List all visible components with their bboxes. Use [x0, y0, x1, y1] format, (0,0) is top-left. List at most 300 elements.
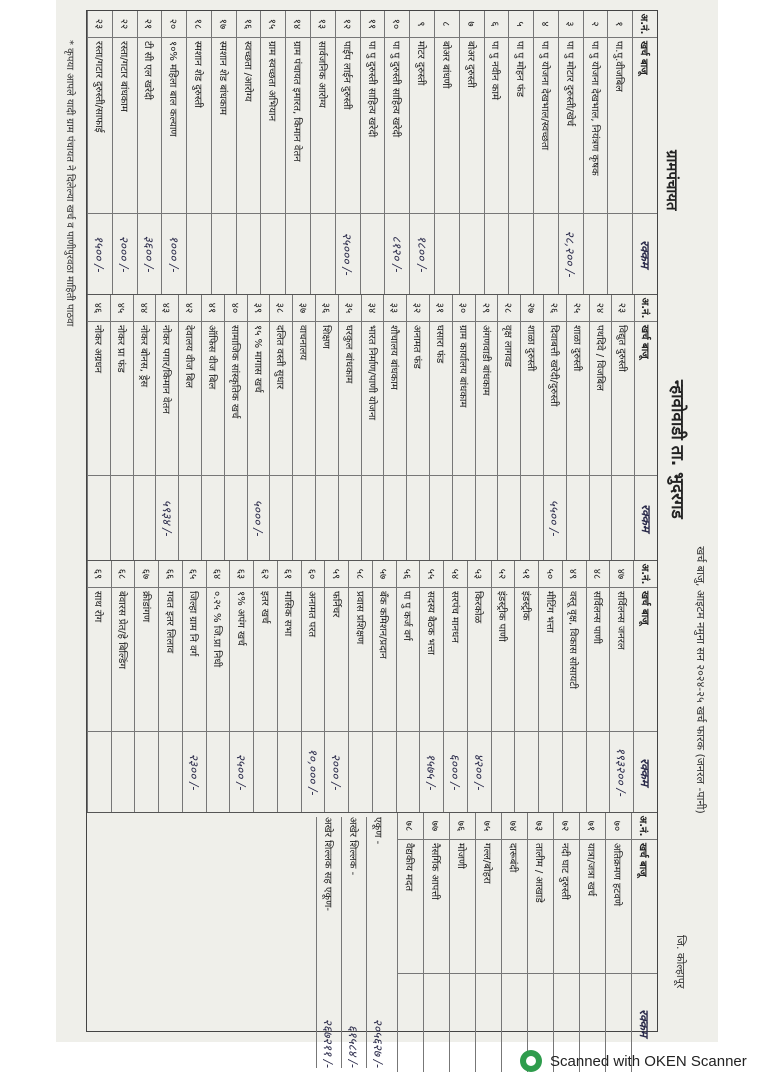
row-name: पा पु दुरुस्ती साहित्य खरेदी [385, 38, 409, 214]
row-name: बँक कमिशन/प्रदान [373, 588, 396, 732]
row-amount: २००० /- [329, 753, 344, 791]
row-name: विद्युत दुरुस्ती [612, 322, 634, 476]
row-name: शाळा दुरुस्ती [521, 322, 543, 476]
row-sn: ७४ [502, 813, 527, 840]
header-sn: अ.नं. [634, 561, 657, 588]
row-amount [612, 476, 634, 560]
footnote: * कृपया आपले यादी ग्राम पंचायत ने दिलेल्या खर्च व पाणीपुरवठा माहिती पाठवा [64, 40, 75, 327]
row-name: ऑफिस वीज बिल [202, 322, 224, 476]
row-name: पा पु योजना देखभाल/स्वच्छता [534, 38, 558, 214]
table-row [611, 295, 634, 560]
row-sn: ७२ [554, 813, 579, 840]
row-amount [349, 732, 372, 812]
row-name: पथदिवे / विजबिल [590, 322, 612, 476]
row-sn: ४ [534, 11, 558, 38]
row-amount [450, 974, 475, 1072]
row-amount [584, 214, 608, 294]
row-amount [136, 732, 159, 812]
row-amount: ६००० /- [448, 753, 463, 791]
row-name: प्रवास प्रशिक्षण [349, 588, 372, 732]
row-name: रस्ता/गटार बांधकाम [113, 38, 137, 214]
table-row [429, 295, 452, 560]
table-row [527, 813, 553, 1072]
row-sn: ७० [606, 813, 631, 840]
row-sn: ३० [453, 295, 475, 322]
row-sn: ७८ [398, 813, 423, 840]
row-name: क्रीडांगण [136, 588, 159, 732]
row-name: शौचालय बांधकाम [384, 322, 406, 476]
row-sn: २८ [498, 295, 520, 322]
row-sn: ५६ [397, 561, 420, 588]
row-amount [361, 214, 385, 294]
table-row [533, 11, 558, 294]
row-amount [254, 732, 277, 812]
row-sn: ४१ [202, 295, 224, 322]
header-top-line: खर्च बाजु, आइटम नमुना सन २०२४-२५ खर्च फारक (जनरल -पानी) [694, 546, 707, 814]
table-row [335, 11, 360, 294]
table-row [87, 561, 111, 812]
row-name: भारत निर्माण/पाणी योजना [362, 322, 384, 476]
row-name: १% अपंग खर्च [231, 588, 254, 732]
table-row [475, 813, 501, 1072]
row-sn: ६६ [159, 561, 182, 588]
summary-total [366, 817, 391, 1068]
row-sn: ५१ [516, 561, 539, 588]
row-sn: ४७ [611, 561, 634, 588]
row-sn: ३७ [293, 295, 315, 322]
group-3 [87, 561, 657, 813]
row-amount [362, 476, 384, 560]
row-amount [207, 732, 230, 812]
row-amount: १५७५ /- [424, 753, 439, 791]
table-row [497, 295, 520, 560]
table-row [558, 11, 583, 294]
row-sn: ४८ [587, 561, 610, 588]
row-name: नोकर बोनस, ड्रेस [134, 322, 156, 476]
row-amount [608, 214, 632, 294]
table-row [182, 561, 206, 812]
row-amount [316, 476, 338, 560]
row-name: इंडस्ट्रीक [516, 588, 539, 732]
row-sn: १८ [187, 11, 211, 38]
table-row [315, 295, 338, 560]
summary-block [310, 813, 397, 1072]
row-sn: १३ [311, 11, 335, 38]
row-sn: ४९ [563, 561, 586, 588]
summary-total-label: एकूण - [372, 817, 383, 845]
row-sn: ६१ [278, 561, 301, 588]
table-row [133, 295, 156, 560]
row-name: घरकुल बांधकाम [339, 322, 361, 476]
row-name: नोकर प्रा फंड [111, 322, 133, 476]
row-name: अनामत फंड [407, 322, 429, 476]
row-amount [270, 476, 292, 560]
row-amount [492, 732, 515, 812]
header-name: खर्च बाजू [632, 840, 657, 974]
row-sn: २६ [544, 295, 566, 322]
group-4 [87, 813, 657, 1072]
row-amount [88, 732, 111, 812]
table-row [586, 561, 610, 812]
row-amount [286, 214, 310, 294]
row-sn: ५७ [373, 561, 396, 588]
row-sn: ४० [225, 295, 247, 322]
row-name: ०.२५ % जि.प्रा निधी [207, 588, 230, 732]
table-header-row [633, 561, 657, 812]
row-name: सामाजिक सांस्कृतिक खर्च [225, 322, 247, 476]
table-row [269, 295, 292, 560]
row-name: १५ % मागास खर्च [248, 322, 270, 476]
row-amount [590, 476, 612, 560]
row-sn: ४६ [88, 295, 110, 322]
table-row [310, 11, 335, 294]
row-amount [476, 476, 498, 560]
row-name: नोकर अग्रधन [88, 322, 110, 476]
table-row [338, 295, 361, 560]
header-sn: अ.नं. [633, 11, 657, 38]
row-name: टी सी एल खरेदी [138, 38, 162, 214]
table-row [566, 295, 589, 560]
row-name: ग्राम स्वच्छता अभियान [262, 38, 286, 214]
row-amount: १९३२०० /- [614, 747, 629, 797]
group-2 [87, 295, 657, 561]
row-amount: ५००० /- [251, 499, 266, 537]
row-sn: ५९ [326, 561, 349, 588]
table-row [508, 11, 533, 294]
row-sn: १ [608, 11, 632, 38]
row-name: सरपंच मानधन [444, 588, 467, 732]
row-name: गल्ल/बोहरा [476, 840, 501, 974]
row-sn: २१ [138, 11, 162, 38]
table-row [459, 11, 484, 294]
table-row [135, 561, 159, 812]
row-amount [339, 476, 361, 560]
row-amount: २५०० /- [234, 753, 249, 791]
row-name: सर्विलन्स पाणी [587, 588, 610, 732]
table-row [484, 11, 509, 294]
row-amount [453, 476, 475, 560]
summary-closing-value: ६१५८४ /- [346, 1024, 361, 1068]
table-row [562, 561, 586, 812]
table-header-row [634, 295, 657, 560]
row-name: पा पु योजना देखभाल, नियंत्रण कृषक [584, 38, 608, 214]
row-sn: ५५ [421, 561, 444, 588]
row-amount: २००० /- [117, 235, 132, 273]
row-name: पा पु मोहन फंड [509, 38, 533, 214]
table-row [110, 295, 133, 560]
header-sn: अ.नं. [635, 295, 657, 322]
row-amount [262, 214, 286, 294]
table-row [292, 295, 315, 560]
row-name: दिवाबत्ती खरेदी/दुरुस्ती [544, 322, 566, 476]
row-name: अतिक्रमण हटवणे [606, 840, 631, 974]
row-sn: ११ [361, 11, 385, 38]
table-row [161, 11, 186, 294]
row-sn: ३४ [362, 295, 384, 322]
row-name: अंगणवाडी बांधकाम [476, 322, 498, 476]
row-name: नोकर पगार/किमान वेतन [156, 322, 178, 476]
row-sn: १४ [286, 11, 310, 38]
table-row [360, 11, 385, 294]
page-title: न्हावोवाडी ता. भुदरगड [667, 380, 687, 519]
row-amount [587, 732, 610, 812]
row-name: ग्राम पंचायत इमारत, किमान वेतन [286, 38, 310, 214]
row-name: शिक्षण [316, 322, 338, 476]
table-header-row [631, 813, 657, 1072]
table-row [285, 11, 310, 294]
table-row [443, 561, 467, 812]
summary-closing-label: अखेर शिल्लक - [347, 817, 358, 876]
row-amount: २५००० /- [340, 232, 355, 276]
row-name: फर्निचर [326, 588, 349, 732]
table-row [87, 295, 110, 560]
row-amount [202, 476, 224, 560]
district-label: जि. कोल्हापूर [674, 935, 687, 989]
table-row [178, 295, 201, 560]
header-name: खर्च बाजू [635, 322, 657, 476]
header-sn: अ.नं. [632, 813, 657, 840]
row-sn: ६९ [88, 561, 111, 588]
row-sn: २३ [612, 295, 634, 322]
row-amount [225, 476, 247, 560]
row-amount [134, 476, 156, 560]
row-sn: २५ [567, 295, 589, 322]
row-sn: ५ [509, 11, 533, 38]
table-row [520, 295, 543, 560]
row-name: पा पु नवीन कामे [485, 38, 509, 214]
table-row [361, 295, 384, 560]
table-row [579, 813, 605, 1072]
table-row [158, 561, 182, 812]
row-sn: ५८ [349, 561, 372, 588]
table-row [501, 813, 527, 1072]
table-row [396, 561, 420, 812]
row-name: जिल्हा ग्राम नि वर्ग [183, 588, 206, 732]
row-amount: ८१२० /- [389, 235, 404, 273]
table-row [348, 561, 372, 812]
row-sn: ६३ [231, 561, 254, 588]
row-sn: ६५ [183, 561, 206, 588]
header-amount: रक्कम [638, 504, 653, 532]
row-name: स्वच्छता /आरोग्य [237, 38, 261, 214]
header-name: खर्च बाजू [633, 38, 657, 214]
table-row [247, 295, 270, 560]
table-row [253, 561, 277, 812]
row-name: घसारा फंड [430, 322, 452, 476]
row-name: दलित वस्ती सुधार [270, 322, 292, 476]
row-amount: २८,२०० /- [563, 230, 578, 278]
row-sn: ३२ [407, 295, 429, 322]
table-row [475, 295, 498, 560]
table-row [409, 11, 434, 294]
table-row [277, 561, 301, 812]
row-amount: १८०० /- [414, 235, 429, 273]
scanner-watermark [520, 1050, 747, 1072]
table-row [325, 561, 349, 812]
row-amount [88, 476, 110, 560]
row-name: स्मशान शेड दुरुस्ती [187, 38, 211, 214]
row-amount [435, 214, 459, 294]
row-amount [476, 974, 501, 1072]
row-amount [397, 732, 420, 812]
office-name: ग्रामपंचायत [663, 150, 681, 211]
row-amount [534, 214, 558, 294]
row-sn: ६ [485, 11, 509, 38]
row-amount [398, 974, 423, 1072]
row-amount [509, 214, 533, 294]
row-sn: २७ [521, 295, 543, 322]
row-sn: ४२ [179, 295, 201, 322]
row-sn: ६८ [112, 561, 135, 588]
row-sn: १५ [262, 11, 286, 38]
row-amount [278, 732, 301, 812]
row-sn: ९ [410, 11, 434, 38]
table-row [605, 813, 631, 1072]
table-row [111, 561, 135, 812]
row-name: अनामत परत [302, 588, 325, 732]
row-amount: १५०० /- [92, 235, 107, 273]
row-sn: २३ [88, 11, 112, 38]
row-sn: ६० [302, 561, 325, 588]
row-name: नदी घाट दुरुस्ती [554, 840, 579, 974]
row-sn: १७ [212, 11, 236, 38]
row-amount [212, 214, 236, 294]
table-row [423, 813, 449, 1072]
table-row [589, 295, 612, 560]
oken-logo-icon [520, 1050, 542, 1072]
row-sn: ७७ [424, 813, 449, 840]
table-row [112, 11, 137, 294]
header-name: खर्च बाजू [634, 588, 657, 732]
row-sn: ६४ [207, 561, 230, 588]
row-name: पा पु कर्ज वर्ग [397, 588, 420, 732]
group-1 [87, 11, 657, 295]
row-sn: ७१ [580, 813, 605, 840]
row-amount: ४२०० /- [471, 753, 486, 791]
row-name: वैद्यकीय मदत [398, 840, 423, 974]
row-sn: ३९ [248, 295, 270, 322]
row-sn: २ [584, 11, 608, 38]
table-row [491, 561, 515, 812]
row-amount [539, 732, 562, 812]
table-row [155, 295, 178, 560]
row-sn: २९ [476, 295, 498, 322]
table-row [553, 813, 579, 1072]
table-row [434, 11, 459, 294]
row-name: शाळा दुरुस्ती [567, 322, 589, 476]
table-row [186, 11, 211, 294]
row-amount [179, 476, 201, 560]
row-name: सदस्य बैठक भत्ता [421, 588, 444, 732]
row-sn: ७६ [450, 813, 475, 840]
table-row [236, 11, 261, 294]
row-name: इंडस्ट्रीक पाणी [492, 588, 515, 732]
row-name: रस्ता/गटार दुरुस्ती/साफाई [88, 38, 112, 214]
table-row [449, 813, 475, 1072]
row-name: ग्राम कार्यालय बांधकाम [453, 322, 475, 476]
row-amount [112, 732, 135, 812]
row-name: देवालय वीज बिल [179, 322, 201, 476]
row-name: नैसर्गिक आपत्ती [424, 840, 449, 974]
table-row [211, 11, 236, 294]
row-sn: १० [385, 11, 409, 38]
row-name: वाचनालय [293, 322, 315, 476]
row-sn: २० [162, 11, 186, 38]
row-amount [407, 476, 429, 560]
row-amount [498, 476, 520, 560]
expense-table [86, 10, 658, 1068]
row-amount [159, 732, 182, 812]
header-amount: रक्कम [638, 758, 653, 786]
row-name: मीटिंग भत्ता [539, 588, 562, 732]
table-row [610, 561, 634, 812]
row-name: पा.पु.वीजबिल [608, 38, 632, 214]
table-row [538, 561, 562, 812]
row-name: साथ रोग [88, 588, 111, 732]
row-name: तालीम / आखाडे [528, 840, 553, 974]
table-row [372, 561, 396, 812]
table-row [261, 11, 286, 294]
row-name: सार्वजनिक आरोग्य [311, 38, 335, 214]
row-amount [567, 476, 589, 560]
table-row [87, 11, 112, 294]
row-name: पा पु दुरुस्ती साहित्य खरेदी [361, 38, 385, 214]
row-sn: ५० [539, 561, 562, 588]
row-sn: ६७ [136, 561, 159, 588]
row-amount: ५५०० /- [547, 499, 562, 537]
row-sn: २४ [590, 295, 612, 322]
row-name: बोअर बांधणी [435, 38, 459, 214]
table-row [230, 561, 254, 812]
row-amount [111, 476, 133, 560]
row-amount: १०,००० /- [305, 748, 320, 796]
table-row [515, 561, 539, 812]
row-name: वस्तू वृक्ष, विकास सोसायटी [563, 588, 586, 732]
table-row [607, 11, 632, 294]
row-name: इतर खर्च [254, 588, 277, 732]
scanner-label: Scanned with OKEN Scanner [550, 1052, 747, 1070]
table-row [452, 295, 475, 560]
table-row [543, 295, 566, 560]
row-amount [485, 214, 509, 294]
row-name: बोअर दुरुस्ती [460, 38, 484, 214]
header-amount: रक्कम [637, 240, 652, 268]
summary-final [316, 817, 341, 1068]
row-amount: ५९३४ /- [159, 499, 174, 537]
row-name: मोजणी [450, 840, 475, 974]
row-sn: ३१ [430, 295, 452, 322]
table-row [384, 11, 409, 294]
row-amount [187, 214, 211, 294]
table-header-row [632, 11, 657, 294]
summary-closing [341, 817, 366, 1068]
table-row [301, 561, 325, 812]
row-sn: ७ [460, 11, 484, 38]
row-amount [384, 476, 406, 560]
row-amount [237, 214, 261, 294]
row-name: १०% महिला बाल कल्याण [162, 38, 186, 214]
row-amount: २३०० /- [186, 753, 201, 791]
row-sn: २२ [113, 11, 137, 38]
row-amount: ३६०० /- [141, 235, 156, 273]
row-name: स्मशान शेड बांधकाम [212, 38, 236, 214]
row-name: गवत इतर लिलाव [159, 588, 182, 732]
row-sn: ४४ [134, 295, 156, 322]
row-amount [521, 476, 543, 560]
row-amount [516, 732, 539, 812]
row-sn: ३६ [316, 295, 338, 322]
row-sn: ३८ [270, 295, 292, 322]
